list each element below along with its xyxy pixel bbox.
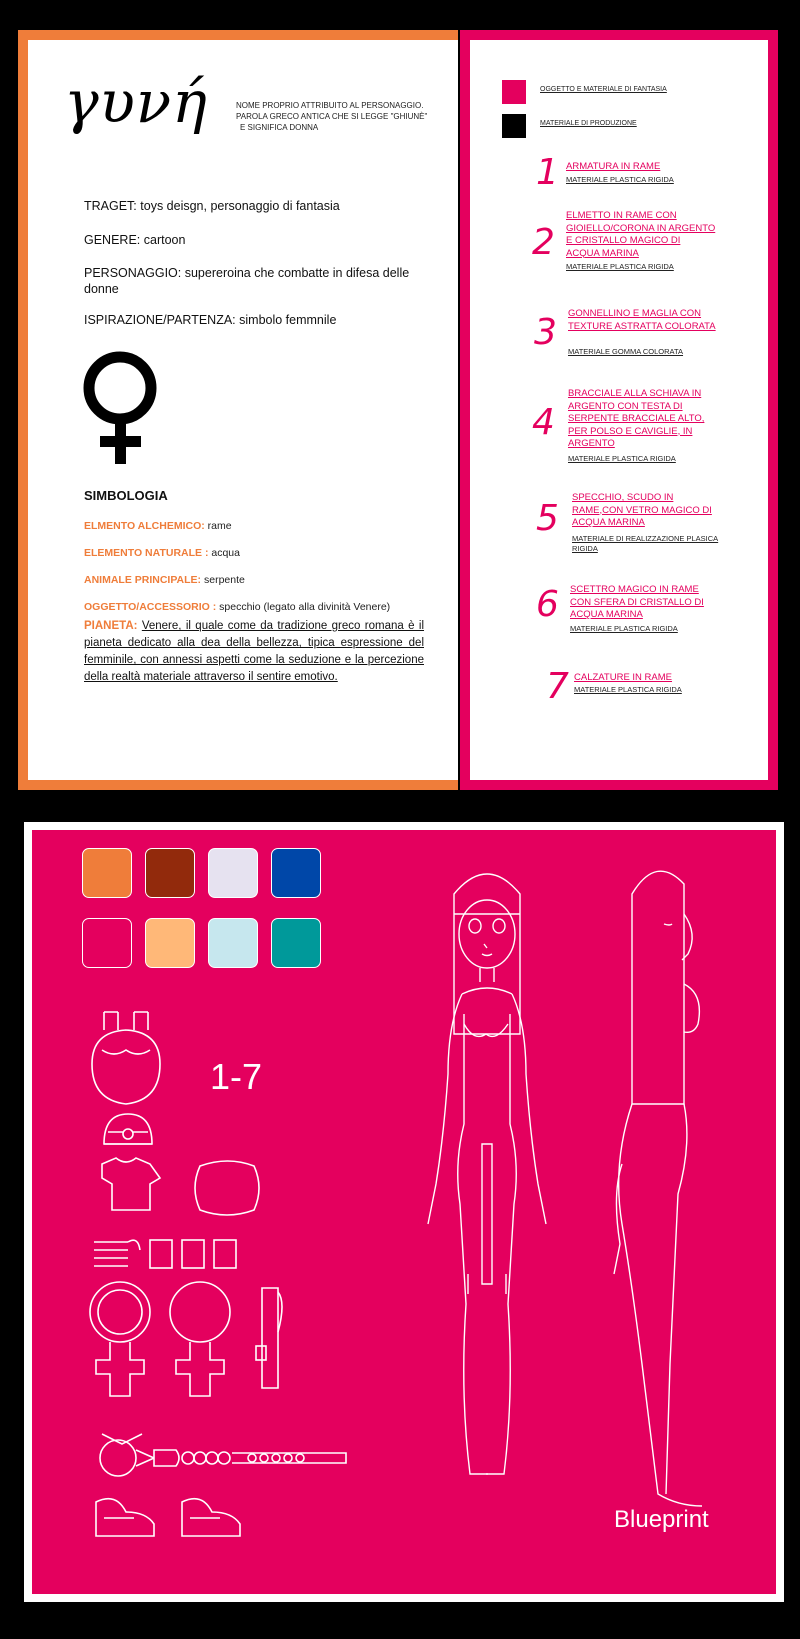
parts-range-label: 1-7	[210, 1056, 263, 1097]
blueprint-content	[32, 830, 776, 1594]
color-swatch	[82, 918, 132, 968]
simbologia-value: acqua	[211, 547, 240, 559]
shoes-icon	[96, 1499, 240, 1536]
color-swatch	[208, 848, 258, 898]
simbologia-value: serpente	[203, 574, 245, 586]
helmet-icon	[104, 1114, 152, 1144]
item-number: 5	[536, 498, 559, 539]
info-genere-label: GENERE:	[84, 233, 141, 247]
pianeta-text: Venere, il quale come da tradizione greco romana è il pianeta dedicato alla dea della bellezza, tipica espressione del femminile, con annessi aspetti come la seduzione e la percezione della realtà materiale attraverso il sentire emotivo.	[84, 620, 425, 683]
blueprint-sheet	[24, 822, 784, 1602]
greek-title: γυνή	[64, 68, 208, 136]
item-number: 2	[532, 222, 555, 263]
color-swatch	[208, 918, 258, 968]
item-title: SPECCHIO, SCUDO IN RAME,CON VETRO MAGICO DI ACQUA MARINA	[572, 492, 712, 528]
simbologia-row	[84, 547, 240, 559]
simbologia-row	[84, 601, 390, 613]
legend-production-label: MATERIALE DI PRODUZIONE	[540, 120, 637, 127]
title-note-line: PAROLA GRECO ANTICA CHE SI LEGGE "GHIUNÈ"	[236, 112, 428, 121]
item-number: 6	[536, 584, 559, 625]
right-panel	[460, 30, 778, 790]
item-number: 3	[534, 312, 557, 353]
blueprint-label: Blueprint	[614, 1506, 709, 1533]
info-target-label: TRAGET:	[84, 199, 137, 213]
info-ispirazione-value: simbolo femmnile	[239, 313, 337, 327]
info-target	[84, 198, 424, 214]
color-swatch	[271, 918, 321, 968]
simbologia-value: specchio (legato alla divinità Venere)	[219, 601, 391, 613]
simbologia-value: rame	[207, 520, 232, 532]
item-material: MATERIALE PLASTICA RIGIDA	[568, 454, 676, 463]
info-ispirazione	[84, 312, 424, 328]
title-note-line: E SIGNIFICA DONNA	[240, 123, 319, 132]
simbologia-key: ELEMENTO NATURALE :	[84, 547, 209, 559]
item-material: MATERIALE PLASTICA RIGIDA	[574, 685, 682, 694]
simbologia-title: SIMBOLOGIA	[84, 488, 168, 503]
pianeta-paragraph	[84, 618, 424, 686]
item-material: MATERIALE PLASTICA RIGIDA	[566, 262, 674, 271]
skirt-icon	[195, 1161, 259, 1215]
title-note-line: NOME PROPRIO ATTRIBUITO AL PERSONAGGIO.	[236, 101, 424, 110]
info-target-value: toys deisgn, personaggio di fantasia	[140, 199, 340, 213]
legend-production-swatch	[502, 114, 526, 138]
item-material: MATERIALE DI REALIZZAZIONE PLASICA RIGIDA	[572, 534, 719, 553]
parts-drawing	[82, 1002, 382, 1602]
info-genere	[84, 232, 424, 248]
title-note	[236, 100, 446, 133]
sceptre-icon	[100, 1434, 346, 1476]
item-material: MATERIALE GOMMA COLORATA	[568, 347, 684, 356]
venus-symbol-icon	[80, 348, 164, 468]
info-ispirazione-label: ISPIRAZIONE/PARTENZA:	[84, 313, 236, 327]
right-panel-content	[470, 40, 768, 780]
simbologia-key: ELMENTO ALCHEMICO:	[84, 520, 205, 532]
simbologia-row	[84, 520, 232, 532]
info-personaggio	[84, 265, 424, 297]
item-title: BRACCIALE ALLA SCHIAVA IN ARGENTO CON TESTA DI SERPENTE BRACCIALE ALTO, PER POLSO E CAVIGLIE, IN ARGENTO	[568, 388, 705, 449]
simbologia-key: ANIMALE PRINCIPALE:	[84, 574, 202, 586]
simbologia-row	[84, 574, 245, 586]
color-swatch	[145, 918, 195, 968]
item-material: MATERIALE PLASTICA RIGIDA	[570, 624, 678, 633]
left-panel-content	[28, 40, 458, 780]
left-panel	[18, 30, 458, 790]
item-number: 7	[546, 666, 569, 707]
armor-icon	[92, 1012, 160, 1104]
item-material: MATERIALE PLASTICA RIGIDA	[566, 175, 674, 184]
item-title: CALZATURE IN RAME	[574, 672, 673, 683]
info-genere-value: cartoon	[143, 233, 186, 247]
info-personaggio-value: supereroina che combatte in difesa delle donne	[84, 266, 410, 296]
legend-fantasy-label: OGGETTO E MATERIALE DI FANTASIA	[540, 86, 667, 93]
figure-side-view	[592, 854, 732, 1534]
color-swatch	[82, 848, 132, 898]
color-swatch	[145, 848, 195, 898]
mirror-icon	[90, 1282, 282, 1396]
shirt-icon	[102, 1158, 160, 1210]
bracelet-icon	[94, 1240, 236, 1268]
legend-fantasy-swatch	[502, 80, 526, 104]
item-number: 4	[532, 402, 555, 443]
figure-front-view	[402, 854, 572, 1534]
color-swatch	[271, 848, 321, 898]
item-title: SCETTRO MAGICO IN RAME CON SFERA DI CRISTALLO DI ACQUA MARINA	[570, 584, 704, 620]
pianeta-key: PIANETA:	[84, 620, 138, 632]
item-title: ARMATURA IN RAME	[566, 161, 661, 172]
character-sheet	[18, 30, 778, 790]
item-number: 1	[536, 152, 559, 193]
info-personaggio-label: PERSONAGGIO:	[84, 266, 182, 280]
item-title: GONNELLINO E MAGLIA CON TEXTURE ASTRATTA COLORATA	[568, 308, 716, 332]
simbologia-key: OGGETTO/ACCESSORIO :	[84, 601, 217, 613]
item-title: ELMETTO IN RAME CON GIOIELLO/CORONA IN ARGENTO E CRISTALLO MAGICO DI ACQUA MARINA	[566, 210, 716, 259]
